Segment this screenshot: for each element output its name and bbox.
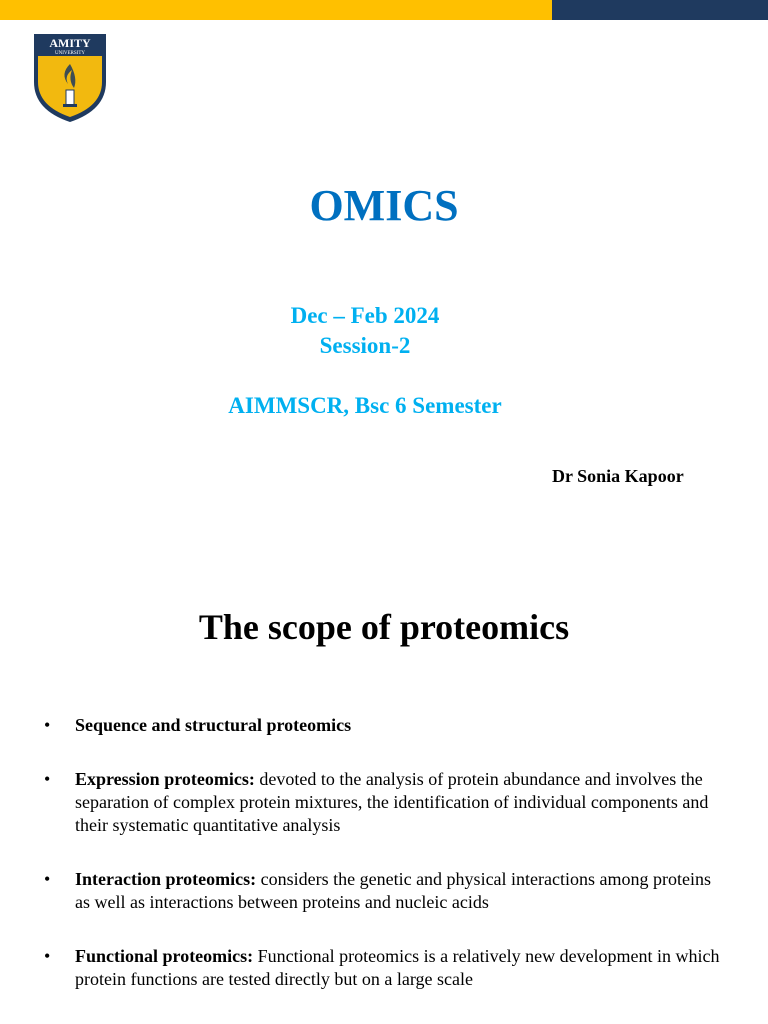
- bullet-icon: •: [44, 869, 51, 889]
- section-title: The scope of proteomics: [198, 607, 570, 647]
- bullet-icon: •: [44, 946, 51, 966]
- svg-text:AMITY: AMITY: [49, 36, 91, 50]
- session-label: Session-2: [319, 333, 411, 358]
- bullet-icon: •: [44, 769, 51, 789]
- bullet-term: Expression proteomics:: [75, 769, 255, 789]
- list-item: [44, 868, 730, 914]
- bullet-text: considers the genetic and physical interactions among proteins as well as interactions between proteins and nucleic acids: [75, 869, 711, 912]
- bullet-text: Functional proteomics is a relatively new development in which protein functions are tested directly but on a large scale: [75, 946, 720, 989]
- bullet-term: Functional proteomics:: [75, 946, 254, 966]
- course-label: AIMMSCR, Bsc 6 Semester: [228, 393, 502, 418]
- bullet-term: Interaction proteomics:: [75, 869, 257, 889]
- list-item: [44, 945, 730, 991]
- bullet-list: [44, 714, 730, 1022]
- top-bar-navy: [552, 0, 768, 20]
- bullet-term: Sequence and structural proteomics: [75, 715, 352, 735]
- list-item: [44, 714, 730, 737]
- svg-text:UNIVERSITY: UNIVERSITY: [55, 51, 85, 56]
- bullet-text: devoted to the analysis of protein abundance and involves the separation of complex protein mixtures, the identification of individual components and their systematic quantitative analysis: [75, 769, 709, 835]
- amity-logo: [28, 30, 112, 124]
- list-item: [44, 768, 730, 837]
- date-range: Dec – Feb 2024: [290, 303, 440, 328]
- author-name: Dr Sonia Kapoor: [552, 466, 684, 486]
- session-info: [0, 301, 730, 361]
- page-title: OMICS: [309, 181, 459, 230]
- top-bar-gold: [0, 0, 552, 20]
- bullet-icon: •: [44, 715, 51, 735]
